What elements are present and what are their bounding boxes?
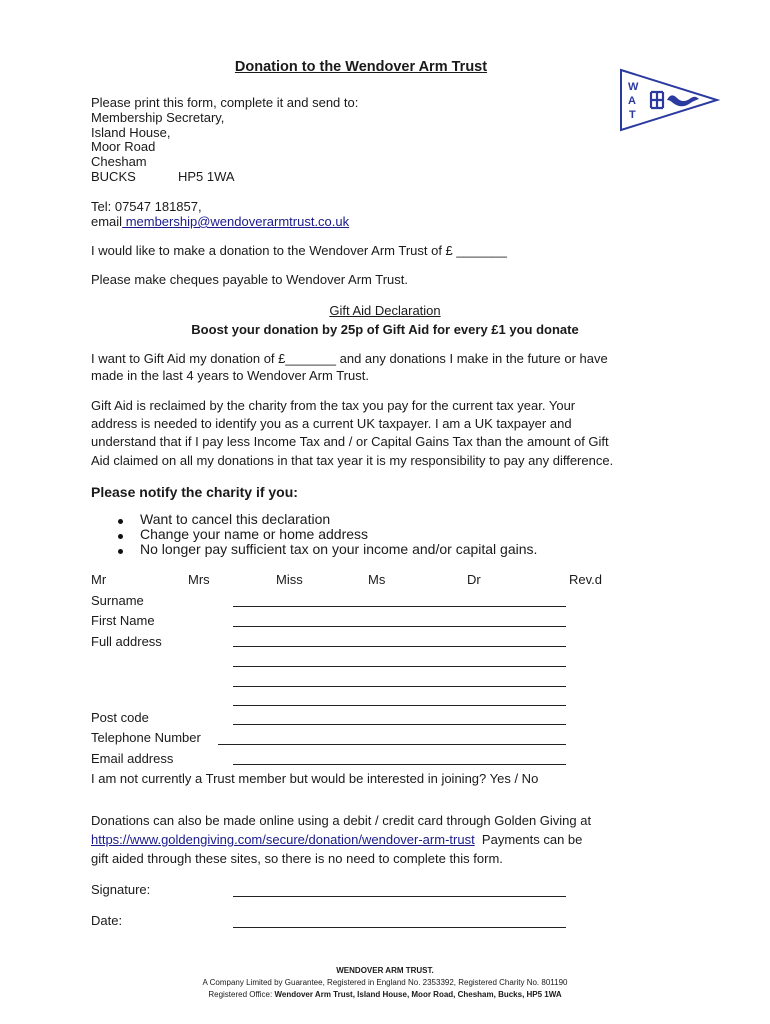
gift-aid-explanation: understand that if I pay less Income Tax and / or Capital Gains Tax than the amount of Gift — [91, 434, 609, 449]
email-address-field[interactable] — [233, 764, 566, 765]
gift-aid-subheading: Boost your donation by 25p of Gift Aid for every £1 you donate — [191, 322, 579, 337]
surname-label: Surname — [91, 593, 144, 608]
gift-aid-declaration: made in the last 4 years to Wendover Arm Trust. — [91, 368, 369, 383]
gift-aid-explanation: address is needed to identify you as a current UK taxpayer. I am a UK taxpayer and — [91, 416, 572, 431]
title-option-dr[interactable]: Dr — [467, 572, 481, 587]
first-name-label: First Name — [91, 613, 155, 628]
address-field-line3[interactable] — [233, 686, 566, 687]
notify-item: No longer pay sufficient tax on your income and/or capital gains. — [140, 541, 538, 557]
online-donation-link-line — [91, 832, 582, 847]
signature-label: Signature: — [91, 882, 151, 897]
gift-aid-explanation: Aid claimed on all my donations in that tax year it is my responsibility to pay any difference. — [91, 453, 614, 468]
telephone-field[interactable] — [218, 744, 566, 745]
gift-aid-declaration: I want to Gift Aid my donation of £_______ and any donations I make in the future or have — [91, 351, 608, 366]
address-line: Please print this form, complete it and send to: — [91, 95, 359, 110]
address-field-line2[interactable] — [233, 666, 566, 667]
title-option-mrs[interactable]: Mrs — [188, 572, 210, 587]
gift-aid-explanation: Gift Aid is reclaimed by the charity from the tax you pay for the current tax year. Your — [91, 398, 576, 413]
email-address-label: Email address — [91, 751, 174, 766]
date-field[interactable] — [233, 927, 566, 928]
golden-giving-link[interactable]: https://www.goldengiving.com/secure/donation/wendover-arm-trust — [91, 832, 475, 847]
online-donation-text-rest: Payments can be — [481, 832, 583, 847]
membership-question: I am not currently a Trust member but would be interested in joining? Yes / No — [91, 771, 539, 786]
address-county: BUCKS — [91, 169, 136, 184]
online-donation-text: Donations can also be made online using a debit / credit card through Golden Giving at — [91, 813, 592, 828]
address-line: Moor Road — [91, 139, 156, 154]
surname-field[interactable] — [233, 606, 566, 607]
footer-company: A Company Limited by Guarantee, Registered in England No. 2353392, Registered Charity No. 801190 — [202, 978, 568, 987]
logo-letter-a: A — [628, 95, 636, 107]
notify-item: Want to cancel this declaration — [140, 511, 331, 527]
address-field-line4[interactable] — [233, 705, 566, 706]
telephone-number: Tel: 07547 181857, — [91, 199, 202, 214]
address-line: Chesham — [91, 154, 147, 169]
wat-logo — [619, 68, 721, 132]
notify-title: Please notify the charity if you: — [91, 484, 298, 500]
telephone-label: Telephone Number — [91, 730, 201, 745]
email-line — [91, 214, 349, 229]
footer-office — [0, 990, 770, 1000]
address-postcode: HP5 1WA — [178, 169, 235, 184]
bullet-icon — [118, 534, 123, 539]
title-option-ms[interactable]: Ms — [368, 572, 386, 587]
address-line: Island House, — [91, 125, 171, 140]
bullet-icon — [118, 549, 123, 554]
page-title: Donation to the Wendover Arm Trust — [234, 59, 488, 75]
donation-line: I would like to make a donation to the Wendover Arm Trust of £ _______ — [91, 243, 508, 258]
gift-aid-heading: Gift Aid Declaration — [329, 303, 441, 318]
footer-org: WENDOVER ARM TRUST. — [336, 966, 434, 975]
footer-office-label: Registered Office: — [208, 990, 273, 999]
logo-letter-t: T — [629, 109, 636, 121]
date-label: Date: — [91, 913, 123, 928]
cheques-line: Please make cheques payable to Wendover Arm Trust. — [91, 272, 408, 287]
address-field-line1[interactable] — [233, 646, 566, 647]
full-address-label: Full address — [91, 634, 162, 649]
signature-field[interactable] — [233, 896, 566, 897]
title-option-miss[interactable]: Miss — [276, 572, 303, 587]
online-donation-text: gift aided through these sites, so there is no need to complete this form. — [91, 851, 503, 866]
logo-letter-w: W — [628, 81, 639, 93]
email-link[interactable]: membership@wendoverarmtrust.co.uk — [122, 214, 350, 229]
title-option-mr[interactable]: Mr — [91, 572, 107, 587]
footer-office-address: Wendover Arm Trust, Island House, Moor Road, Chesham, Bucks, HP5 1WA — [274, 990, 562, 999]
bullet-icon — [118, 519, 123, 524]
first-name-field[interactable] — [233, 626, 566, 627]
email-label: email — [91, 214, 123, 229]
address-line: Membership Secretary, — [91, 110, 225, 125]
title-option-revd[interactable]: Rev.d — [569, 572, 602, 587]
notify-item: Change your name or home address — [140, 526, 369, 542]
post-code-label: Post code — [91, 710, 149, 725]
post-code-field[interactable] — [233, 724, 566, 725]
